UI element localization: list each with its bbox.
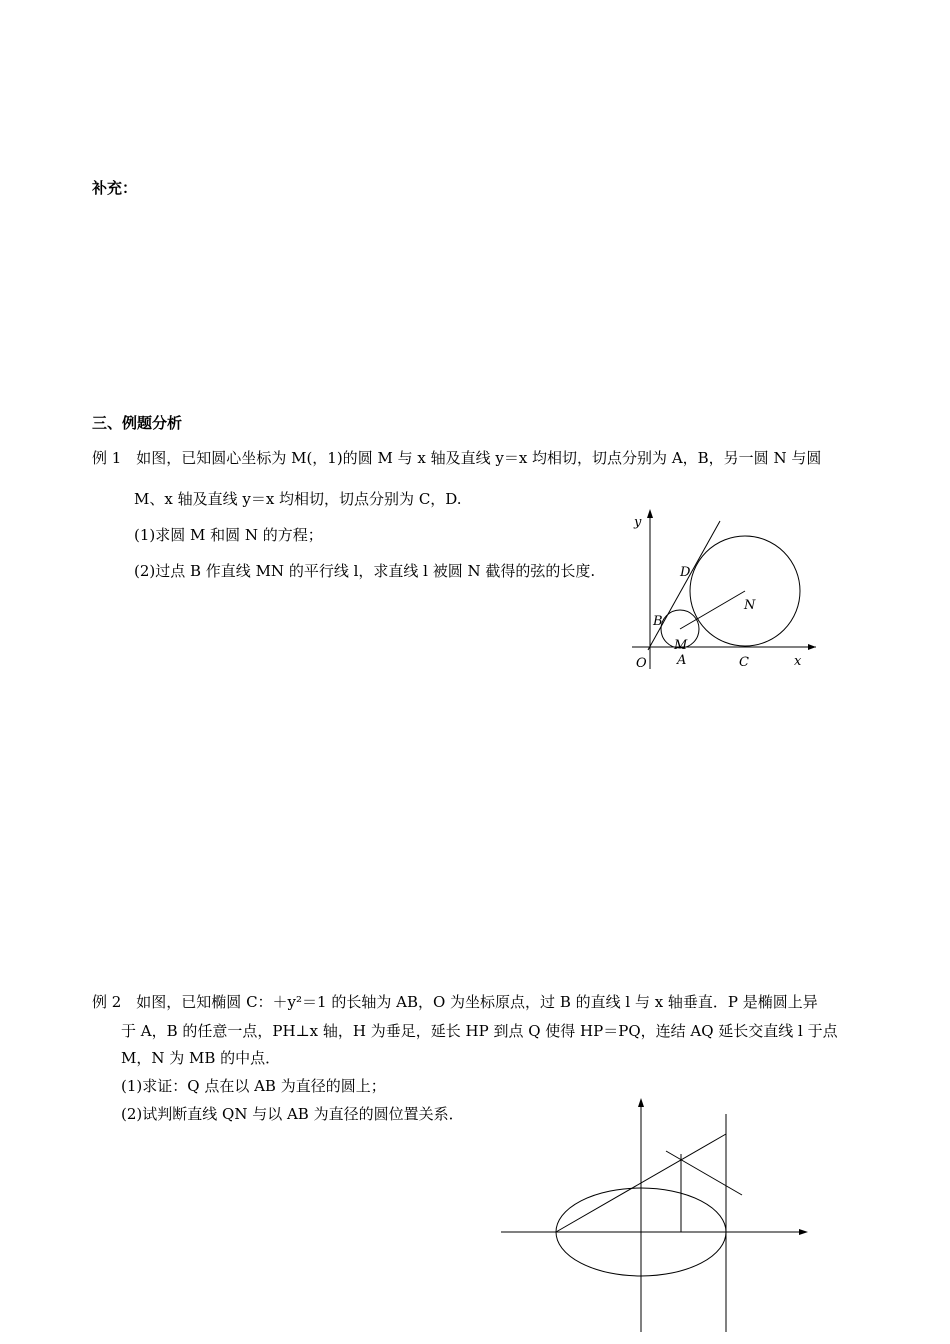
example1-figure [630,505,830,675]
tangent-line [648,521,720,650]
example1-question1: (1)求圆 M 和圆 N 的方程； [134,526,323,544]
example2-line1: 例 2 如图，已知椭圆 C：＋y²＝1 的长轴为 AB，O 为坐标原点，过 B 的直线 l 与 x 轴垂直．P 是椭圆上异 [92,993,818,1011]
supplement-heading: 补充： [92,179,138,197]
label-m: M [674,638,688,653]
label-o: O [636,656,647,671]
example1-line2: M、x 轴及直线 y＝x 均相切，切点分别为 C，D. [134,490,462,508]
example1-line1: 例 1 如图，已知圆心坐标为 M(，1)的圆 M 与 x 轴及直线 y＝x 均相切，切点分别为 A，B，另一圆 N 与圆 [92,449,822,467]
line-qn [666,1151,742,1195]
section-heading: 三、例题分析 [92,414,183,432]
example2-figure [498,1092,818,1342]
label-x: x [794,654,802,669]
example2-line3: M，N 为 MB 的中点． [121,1049,281,1067]
label-n: N [744,598,756,613]
segment-mn [680,591,745,629]
y-axis-arrow [638,1098,644,1107]
label-a: A [677,653,687,668]
y-axis-arrow [647,509,653,518]
x-axis-arrow [808,644,816,650]
label-c: C [739,655,749,670]
label-b: B [653,614,663,629]
example2-question2: (2)试判断直线 QN 与以 AB 为直径的圆位置关系． [121,1105,464,1123]
example2-question1: (1)求证：Q 点在以 AB 为直径的圆上； [121,1077,386,1095]
x-axis-arrow [799,1229,808,1235]
example2-line2: 于 A，B 的任意一点，PH⊥x 轴，H 为垂足，延长 HP 到点 Q 使得 HP＝PQ，连结 AQ 延长交直线 l 于点 [121,1022,838,1040]
label-d: D [680,565,691,580]
label-y: y [634,515,642,530]
example1-question2: (2)过点 B 作直线 MN 的平行线 l，求直线 l 被圆 N 截得的弦的长度. [134,562,596,580]
